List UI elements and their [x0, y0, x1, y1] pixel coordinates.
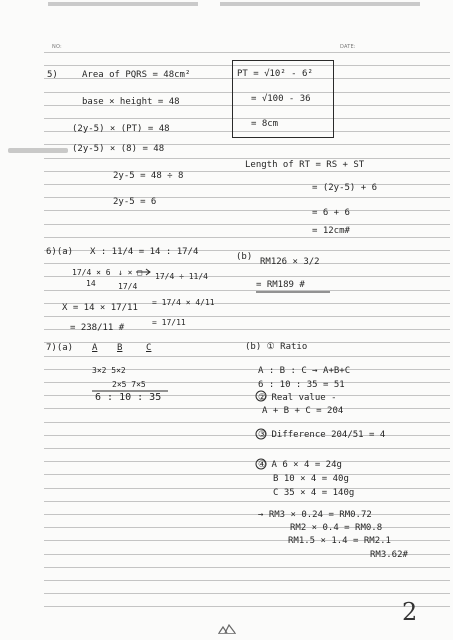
ruled-line	[44, 474, 450, 475]
q5-formula: base × height = 48	[82, 97, 180, 107]
ruled-line	[44, 52, 450, 53]
ruled-line	[44, 184, 450, 185]
smudge	[8, 148, 68, 153]
q5-step4: 2y-5 = 6	[113, 197, 157, 207]
q7b-ratio2: 6 : 10 : 35 = 51	[258, 380, 345, 390]
ruled-line	[44, 514, 450, 515]
q5-number: 5)	[47, 70, 58, 80]
q7b-difference: ③ Difference 204/51 = 4	[258, 430, 386, 440]
ruled-line	[44, 408, 450, 409]
q5-step2: (2y-5) × (8) = 48	[72, 144, 165, 154]
q7a-B: B	[117, 343, 123, 353]
ruled-line	[44, 171, 450, 172]
q5-step3: 2y-5 = 48 ÷ 8	[113, 171, 184, 181]
q7b-cost-3: RM1.5 × 1.4 = RM2.1	[288, 536, 391, 546]
ruled-line	[44, 316, 450, 317]
q7b-list-a: ④ A 6 × 4 = 24g	[258, 460, 342, 470]
q7b-label: (b) ① Ratio	[245, 342, 308, 352]
ruled-line	[44, 263, 450, 264]
q6a-ratio: X : 11/4 = 14 : 17/4	[90, 247, 199, 257]
q7b-real-sum: A + B + C = 204	[262, 406, 344, 416]
ruled-line	[44, 580, 450, 581]
q6a-cross-right1: 17/4 ÷ 11/4	[155, 272, 208, 281]
q6a-x-answer: = 238/11 #	[70, 323, 125, 333]
ruled-line	[44, 606, 450, 607]
ruled-line	[44, 461, 450, 462]
ruled-line	[44, 501, 450, 502]
ruled-line	[44, 567, 450, 568]
pt-answer-box	[232, 60, 334, 138]
q7a-number: 7)(a)	[46, 343, 74, 353]
q7a-mult-line2: 2×5 7×5	[112, 380, 146, 389]
ruled-line	[44, 448, 450, 449]
rt-line-4: = 12cm#	[312, 226, 350, 236]
q7a-A: A	[92, 343, 98, 353]
top-edge-marks	[48, 2, 198, 6]
rt-line-2: = (2y-5) + 6	[312, 183, 378, 193]
ruled-line	[44, 435, 450, 436]
pt-line-2: = √100 - 36	[251, 94, 311, 104]
q6b-line2: = RM189 #	[256, 280, 305, 290]
ruled-line	[44, 210, 450, 211]
q7b-ratio1: A : B : C → A+B+C	[258, 366, 351, 376]
q6b-line1: RM126 × 3/2	[260, 257, 320, 267]
ruled-line	[44, 158, 450, 159]
ruled-line	[44, 237, 450, 238]
no-label: NO:	[52, 44, 62, 50]
pt-line-1: PT = √10² - 6²	[237, 69, 313, 79]
ruled-line	[44, 422, 450, 423]
q7b-cost-2: RM2 × 0.4 = RM0.8	[290, 523, 383, 533]
q6a-cross-left2: 14	[86, 279, 96, 288]
q6a-cross-left: 17/4 × 6	[72, 268, 111, 277]
q6a-cross-mid2: 17/4	[118, 282, 138, 291]
ruled-line	[44, 382, 450, 383]
q7a-C: C	[146, 343, 152, 353]
q6a-cross-mid: ↓ × □	[118, 268, 143, 277]
q7a-mult-line: 3×2 5×2	[92, 366, 126, 375]
q6b-label: (b)	[236, 252, 253, 262]
q5-step1: (2y-5) × (PT) = 48	[72, 124, 170, 134]
ruled-line	[44, 197, 450, 198]
q7b-cost-1: → RM3 × 0.24 = RM0.72	[258, 510, 372, 520]
page-number: 2	[402, 598, 418, 626]
ruled-line	[44, 593, 450, 594]
q7b-list-b: B 10 × 4 = 40g	[273, 474, 349, 484]
pt-line-3: = 8cm	[251, 119, 279, 129]
ruled-line	[44, 356, 450, 357]
q7b-real-value: ② Real value -	[258, 393, 337, 403]
ruled-line	[44, 290, 450, 291]
top-edge-marks-2	[220, 2, 420, 6]
q5-area: Area of PQRS = 48cm²	[82, 70, 191, 80]
notebook-logo-icon	[218, 624, 236, 634]
q7b-list-c: C 35 × 4 = 140g	[273, 488, 355, 498]
q6a-cross-right3: = 17/11	[152, 318, 186, 327]
q6a-number: 6)(a)	[46, 247, 74, 257]
q7b-cost-total: RM3.62#	[370, 550, 408, 560]
rt-line-1: Length of RT = RS + ST	[245, 160, 365, 170]
q7a-answer: 6 : 10 : 35	[95, 392, 162, 403]
q6a-x-line: X = 14 × 17/11	[62, 303, 138, 313]
date-label: DATE:	[340, 44, 356, 50]
ruled-line	[44, 224, 450, 225]
ruled-line	[44, 527, 450, 528]
rt-line-3: = 6 + 6	[312, 208, 350, 218]
q6a-cross-right2: = 17/4 × 4/11	[152, 298, 215, 307]
ruled-line	[44, 488, 450, 489]
